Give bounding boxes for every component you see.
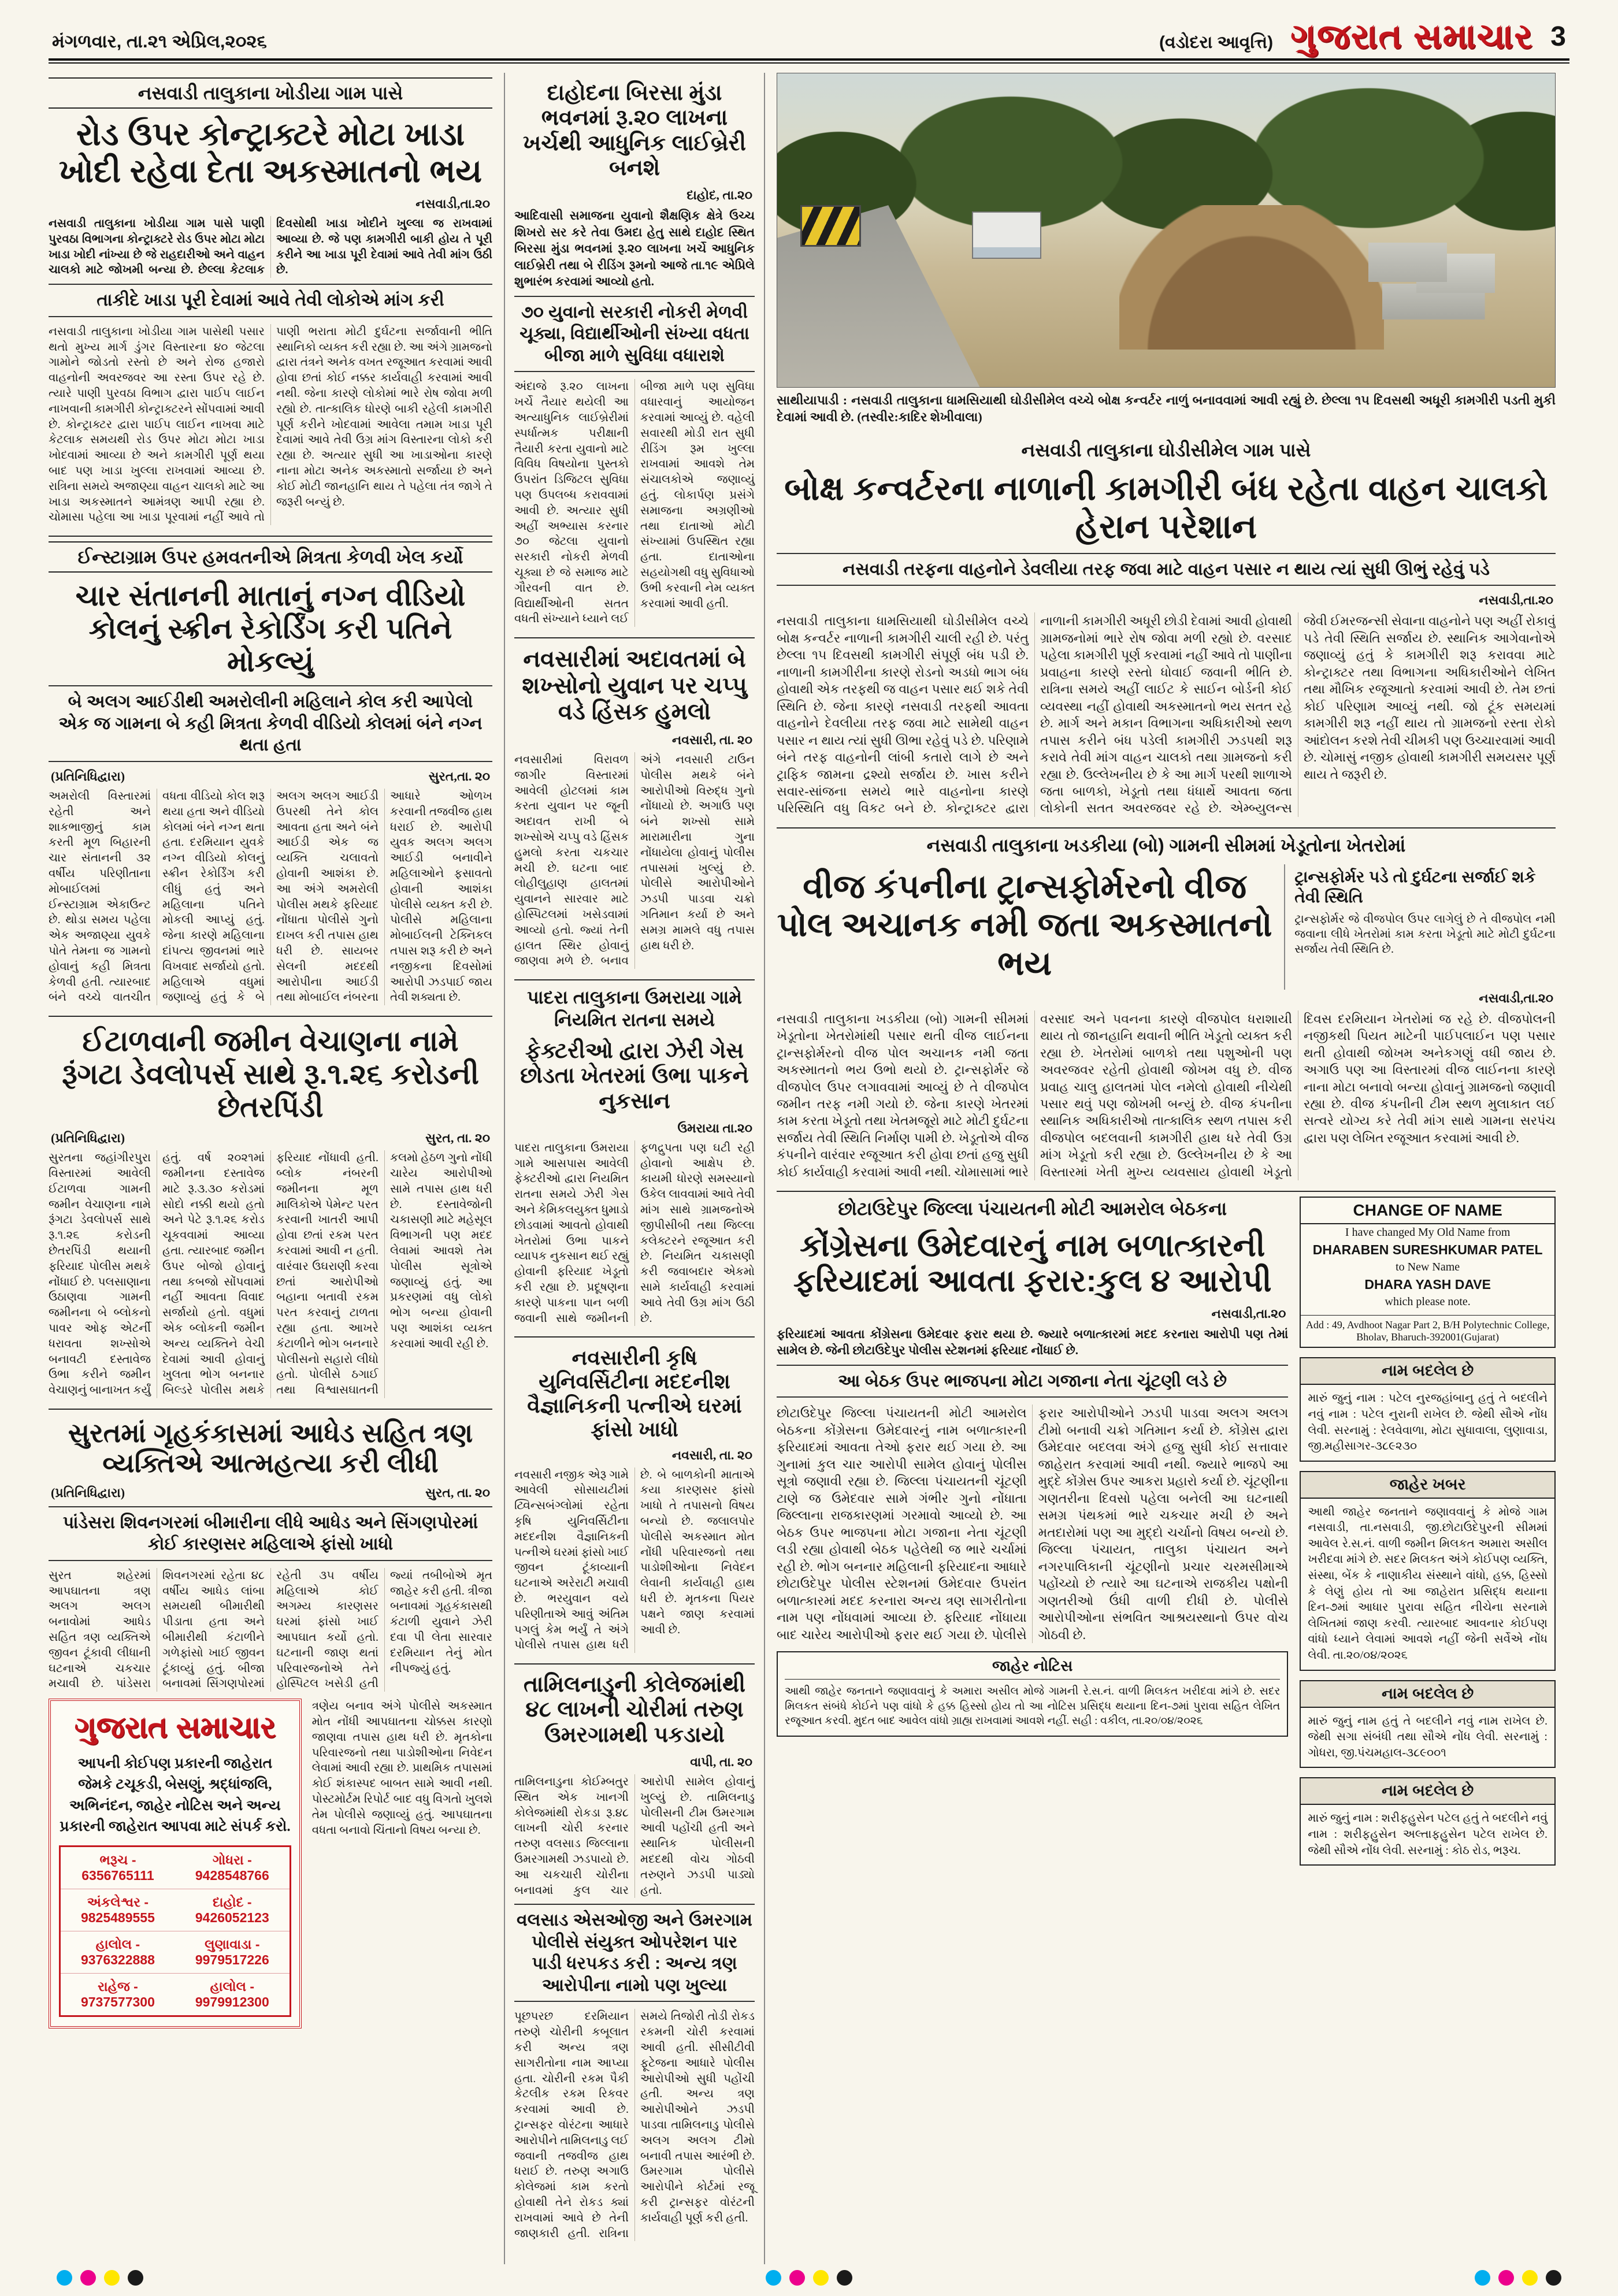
article-kicker: નસવાડી તાલુકાના ખોડીયા ગામ પાસે: [49, 77, 492, 109]
magenta-dot-icon: [80, 2270, 96, 2286]
article-box-culvert: [777, 433, 1556, 829]
article-headline: કોંગ્રેસના ઉમેદવારનું નામ બળાત્કારની ફરિયાદમાં આવતા ફરાર:કુલ ૪ આરોપી: [793, 1228, 1272, 1299]
article-headline: તામિલનાડુની કોલેજમાંથી ૪૮ લાખની ચોરીમાં તરુણ ઉમરગામથી પકડાયો: [523, 1673, 746, 1747]
article-potholes: [49, 73, 492, 537]
article-dateline: સુરત, તા. ૨૦: [425, 1131, 490, 1146]
article-lead: ફરિયાદમાં આવતા કોંગ્રેસના ઉમેદવાર ફરાર થયા છે. જ્યારે બળાત્કારમાં મદદ કરનારા આરોપી પણ તેમાં સામેલ છે. જેની છોટાઉદેપુર પોલીસ સ્ટેશનમાં ફરિયાદ નોંધાઈ છે.: [777, 1327, 1289, 1358]
article-subhead: આ બેઠક ઉપર ભાજપના મોટા ગજાના નેતા ચૂંટણી લડે છે: [777, 1365, 1288, 1398]
registration-marks: [49, 2264, 1569, 2286]
middle-column-group: [504, 73, 765, 2264]
legal-notice-body: આથી જાહેર જનતાને જણાવવાનું કે અમારા અસીલ મોજે ગામની રે.સ.નં. વાળી મિલકત ખરીદવા માંગે છે. સદર મિલકત સંબંધે કોઈને પણ વાંધો કે હક્ક હિસ્સો હોય તો આ નોટિસ પ્રસિદ્ધ થયાના દિન-૭માં પુરાવા સહિત લેખિત રજૂઆત કરવી. મુદત બાદ આવેલ વાંધો ગ્રાહ્ય રાખવામાં આવશે નહીં. સહી : વકીલ, તા.૨૦/૦૪/૨૦૨૬: [785, 1685, 1281, 1727]
article-video-call: [49, 537, 492, 1017]
article-body: પાદરા તાલુકાના ઉમરાયા ગામે આસપાસ આવેલી ફેક્ટરીઓ દ્વારા નિયમિત રાતના સમયે ઝેરી ગેસ અને કેમિકલયુક્ત ધુમાડો છોડવામાં આવતો હોવાથી ખેતરોમાં ઉભા પાકને વ્યાપક નુકસાન થઈ રહ્યું હોવાની ફરિયાદ ખેડૂતો કરી રહ્યા છે. પ્રદૂષણના કારણે પાકના પાન બળી જવાની સાથે જમીનની ફળદ્રુપતા પણ ઘટી રહી હોવાનો આક્ષેપ છે. કાયમી ધોરણે સમસ્યાનો ઉકેલ લાવવામાં આવે તેવી માંગ સાથે ગ્રામજનોએ જીપીસીબી તથા જિલ્લા કલેક્ટરને રજૂઆત કરી છે. નિયમિત ચકાસણી કરી જવાબદાર એકમો સામે કાર્યવાહી કરવામાં આવે તેવી ઉગ્ર માંગ ઉઠી છે.: [514, 1141, 755, 1325]
gujarat-samachar-ad: [49, 1699, 302, 2028]
yellow-dot-icon: [104, 2270, 120, 2286]
article-kicker: નસવાડી તાલુકાના ઘોડીસીમેલ ગામ પાસે: [1021, 440, 1311, 461]
cyan-dot-icon: [766, 2270, 781, 2286]
article-knife-attack: [514, 638, 755, 980]
article-headline: નવસારીમાં અદાવતમાં બે શખ્સોનો યુવાન પર ચપ્પુ વડે હિંસક હુમલો: [522, 647, 747, 725]
article-toxic-gas: [514, 980, 755, 1338]
article-headline: નવસારીની કૃષિ યુનિવર્સિટીના મદદનીશ વૈજ્ઞાનિકની પત્નીએ ઘરમાં ફાંસો ખાધો: [527, 1346, 742, 1441]
black-dot-icon: [837, 2270, 852, 2286]
issue-date: મંગળવાર, તા.૨૧ એપ્રિલ,૨૦૨૬: [52, 31, 267, 51]
article-scientist-wife: [514, 1338, 755, 1665]
article-dateline: દાહોદ, તા.૨૦: [686, 188, 752, 203]
article-library: [514, 73, 755, 638]
ad-phone: ગોધરા - 9428548766: [175, 1847, 290, 1889]
left-bottom-row: [49, 1699, 492, 2028]
article-body-continued: પૂછપરછ દરમિયાન તરુણે ચોરીની કબૂલાત કરી અન્ય ત્રણ સાગરીતોના નામ આપ્યા હતા. ચોરીની રકમ પૈકી કેટલીક રકમ રિકવર કરવામાં આવી છે. ટ્રાન્સફર વોરંટના આધારે આરોપીને તામિલનાડુ લઈ જવાની તજવીજ હાથ ધરાઈ છે. તરુણ અગાઉ કોલેજમાં કામ કરતો હોવાથી તેને રોકડ ક્યાં રાખવામાં આવે છે તેની જાણકારી હતી. રાત્રિના સમયે તિજોરી તોડી રોકડ રકમની ચોરી કરવામાં આવી હતી. સીસીટીવી ફૂટેજના આધારે પોલીસ આરોપીઓ સુધી પહોંચી હતી. અન્ય ત્રણ આરોપીઓને ઝડપી પાડવા તામિલનાડુ પોલીસે અલગ અલગ ટીમો બનાવી તપાસ આરંભી છે. ઉમરગામ પોલીસે આરોપીને કોર્ટમાં રજૂ કરી ટ્રાન્સફર વોરંટની કાર્યવાહી પૂર્ણ કરી હતી.: [514, 2010, 755, 2240]
news-photo: [777, 73, 1556, 388]
notice-title: નામ બદલેલ છે: [1301, 1681, 1554, 1708]
change-of-name-notice: [1300, 1197, 1556, 1348]
notice-title: નામ બદલેલ છે: [1301, 1778, 1554, 1805]
cyan-dot-icon: [57, 2270, 72, 2286]
article-side-note: [1284, 864, 1556, 989]
notice-title: જાહેર ખબર: [1301, 1472, 1554, 1499]
black-dot-icon: [128, 2270, 143, 2286]
article-meta: [51, 1485, 490, 1500]
article-subhead: પાંડેસરા શિવનગરમાં બીમારીના લીધે આધેડ અને સિંગણપોરમાં કોઈ કારણસર મહિલાએ ફાંસો ખાધો: [49, 1506, 492, 1561]
ad-logo: ગુજરાત સમાચાર: [74, 1711, 276, 1745]
article-subhead: ૭૦ યુવાનો સરકારી નોકરી મેળવી ચૂક્યા, વિદ્યાર્થીઓની સંખ્યા વધતા બીજા માળે સુવિધા વધારાશે: [514, 296, 755, 373]
article-kicker: પાદરા તાલુકાના ઉમરાયા ગામે નિયમિત રાતના સમયે: [527, 987, 742, 1030]
public-notice: [1300, 1471, 1556, 1671]
yellow-dot-icon: [1522, 2270, 1538, 2286]
article-body: અંદાજે રૂ.૨૦ લાખના ખર્ચે તૈયાર થયેલી આ અત્યાધુનિક લાઈબ્રેરીમાં સ્પર્ધાત્મક પરીક્ષાની તૈયારી કરતા યુવાનો માટે વિવિધ વિષયોના પુસ્તકો ઉપરાંત ડિજિટલ સુવિધા પણ ઉપલબ્ધ કરાવવામાં આવી છે. અત્યાર સુધી અહીં અભ્યાસ કરનાર ૭૦ જેટલા યુવાનો સરકારી નોકરી મેળવી ચૂક્યા છે જે સમાજ માટે ગૌરવની વાત છે. વિદ્યાર્થીઓની સતત વધતી સંખ્યાને ધ્યાને લઈ બીજા માળે પણ સુવિધા વધારવાનું આયોજન કરવામાં આવ્યું છે. વહેલી સવારથી મોડી રાત સુધી રીડિંગ રૂમ ખુલ્લા રાખવામાં આવશે તેમ સંચાલકોએ જણાવ્યું હતું. લોકાર્પણ પ્રસંગે સમાજના અગ્રણીઓ તથા દાતાઓ મોટી સંખ્યામાં ઉપસ્થિત રહ્યા હતા. દાતાઓના સહયોગથી વધુ સુવિધાઓ ઉભી કરવાની નેમ વ્યક્ત કરવામાં આવી હતી.: [514, 380, 755, 626]
article-byline: (પ્રતિનિધિદ્વારા): [51, 768, 125, 783]
left-column-group: [49, 73, 492, 2264]
article-body: નસવાડી તાલુકાના ખડકીયા (બો) ગામની સીમમાં ખેડૂતોના ખેતરોમાંથી પસાર થતી વીજ લાઈનના ટ્રાન્સફોર્મરનો વીજ પોલ અચાનક નમી જતા અકસ્માતનો ભય ઉભો થયો છે. ટ્રાન્સફોર્મર જે વીજપોલ ઉપર લગાવવામાં આવ્યું છે તે વીજપોલ જમીન તરફ નમી ગયો છે. જેના કારણે ખેતરમાં કામ કરતા ખેડૂતો તથા ખેતમજૂરો માટે મોટી દુર્ઘટના સર્જાય તેવી સ્થિતિ નિર્માણ પામી છે. ખેડૂતોએ વીજ કંપનીને વારંવાર રજૂઆત કરી હોવા છતાં હજુ સુધી કોઈ કાર્યવાહી કરવામાં આવી નથી. ચોમાસામાં ભારે વરસાદ અને પવનના કારણે વીજપોલ ધરાશાયી થાય તો જાનહાનિ થવાની ભીતિ ખેડૂતો વ્યક્ત કરી રહ્યા છે. ખેતરોમાં બાળકો તથા પશુઓની પણ અવરજવર રહેતી હોવાથી જોખમ વધુ છે. વીજ પ્રવાહ ચાલુ હાલતમાં પોલ નમેલો હોવાથી નીચેથી પસાર થવું પણ જોખમી બન્યું છે. વીજ કંપનીના સ્થાનિક અધિકારીઓ તાત્કાલિક સ્થળ તપાસ કરી વીજપોલ બદલવાની કામગીરી હાથ ધરે તેવી ઉગ્ર માંગ ખેડૂતો કરી રહ્યા છે. ઉલ્લેખનીય છે કે આ વિસ્તારમાં ખેતી મુખ્ય વ્યવસાય હોવાથી ખેડૂતો દિવસ દરમિયાન ખેતરોમાં જ રહે છે. વીજપોલની નજીકથી પિયત માટેની પાઈપલાઈન પણ પસાર થતી હોવાથી જોખમ અનેકગણું વધી જાય છે. અગાઉ પણ આ વિસ્તારમાં વીજ લાઈનના કારણે નાના મોટા બનાવો બન્યા હોવાનું ગ્રામજનો જણાવી રહ્યા છે. વીજ કંપનીની ટીમ સ્થળ મુલાકાત લઈ સત્વરે યોગ્ય કરે તેવી માંગ સાથે ગામના સરપંચ દ્વારા પણ લેખિત રજૂઆત કરવામાં આવી છે.: [777, 1011, 1556, 1179]
article-headline: ચાર સંતાનની માતાનું નગ્ન વીડિયો કોલનું સ્ક્રીન રેકોર્ડિંગ કરી પતિને મોકલ્યું: [75, 579, 466, 678]
ad-phone: હાલોલ - 9979912300: [195, 1979, 269, 2010]
article-meta: [51, 1131, 490, 1146]
article-body: નસવાડી તાલુકાના ધામસિયાથી ઘોડીસીમેલ વચ્ચે બોક્ષ કન્વર્ટર નાળાની કામગીરી ચાલી રહી છે. પરંતુ છેલ્લા ૧૫ દિવસથી કામગીરી સંપૂર્ણ બંધ પડી છે. નાળાની કામગીરીના કારણે રોડનો અડધો ભાગ બંધ હોવાથી એક તરફથી જ વાહન પસાર થઈ શકે તેવી સ્થિતિ છે. જેના કારણે નસવાડી તરફથી આવતા વાહનોને દેવલીયા તરફ જવા માટે સામેથી વાહન પસાર ન થાય ત્યાં સુધી ઊભા રહેવું પડે છે. પરિણામે બંને તરફ વાહનોની લાંબી કતારો લાગે છે અને ટ્રાફિક જામના દ્રશ્યો સર્જાય છે. ખાસ કરીને સવાર-સાંજના સમયે ભારે વાહનોના કારણે પરિસ્થિતિ વધુ વિકટ બને છે. કોન્ટ્રાક્ટર દ્વારા નાળાની કામગીરી અધૂરી છોડી દેવામાં આવી હોવાથી ગ્રામજનોમાં ભારે રોષ જોવા મળી રહ્યો છે. વરસાદ પહેલા કામગીરી પૂર્ણ કરવામાં નહીં આવે તો પાણીના પ્રવાહના કારણે રસ્તો ધોવાઈ જવાની ભીતિ છે. રાત્રિના સમયે અહીં લાઈટ કે સાઈન બોર્ડની કોઈ વ્યવસ્થા નહીં હોવાથી અકસ્માતનો ભય સતત રહે છે. માર્ગ અને મકાન વિભાગના અધિકારીઓ સ્થળ તપાસ કરીને બંધ પડેલી કામગીરી ઝડપથી શરૂ કરાવે તેવી માંગ વાહન ચાલકો તથા ગ્રામજનો કરી રહ્યા છે. ઉલ્લેખનીય છે કે આ માર્ગ પરથી શાળાએ જતા બાળકો, ખેડૂતો તથા ધંધાર્થે આવતા જતા લોકોની સતત અવરજવર રહે છે. એમ્બ્યુલન્સ જેવી ઈમરજન્સી સેવાના વાહનોને પણ અહીં રોકાવું પડે તેવી સ્થિતિ સર્જાય છે. સ્થાનિક આગેવાનોએ જણાવ્યું હતું કે કામગીરી શરૂ કરાવવા માટે કોન્ટ્રાક્ટર તથા વિભાગના અધિકારીઓને લેખિત તથા મૌખિક રજૂઆતો કરવામાં આવી છે. તેમ છતાં કોઈ પરિણામ આવ્યું નથી. જો ટૂંક સમયમાં કામગીરી શરૂ નહીં થાય તો ગ્રામજનો રસ્તા રોકો આંદોલન કરશે તેવી ચીમકી પણ ઉચ્ચારવામાં આવી છે. ચોમાસું નજીક હોવાથી કામગીરી સમયસર પૂર્ણ થાય તે જરૂરી છે.: [777, 614, 1556, 816]
ad-phone: હાલોલ - 9376322888: [61, 1931, 175, 1974]
chevron-sign-icon: [800, 205, 861, 247]
article-subhead: નસવાડી તરફના વાહનોને ડેવલીયા તરફ જવા માટે વાહન પસાર ન થાય ત્યાં સુધી ઊભું રહેવું પડે: [777, 553, 1556, 586]
article-body: સુરતના જહાંગીરપુરા વિસ્તારમાં આવેલી ઈટાળવા ગામની જમીન વેચાણના નામે રૂંગટા ડેવલોપર્સ સાથે રૂ.૧.૨૬ કરોડની છેતરપિંડી થયાની ફરિયાદ પોલીસ મથકે નોંધાઈ છે. પલસાણાના ઉઠાણવા ગામની જમીનના બે બ્લોકનો પાવર ઓફ એટર્ની ધરાવતા શખ્સોએ બનાવટી દસ્તાવેજ ઉભા કરીને જમીન વેચાણનું બાનાખત કર્યું હતું. વર્ષ ૨૦૨૧માં જમીનના દસ્તાવેજ માટે રૂ.૩.૩૦ કરોડમાં સોદો નક્કી થયો હતો અને પેટે રૂ.૧.૨૬ કરોડ ચૂકવવામાં આવ્યા હતા. ત્યારબાદ જમીન ઉપર બોજો હોવાનું તથા કબજો સોંપવામાં નહીં આવતા વિવાદ સર્જાયો હતો. વધુમાં એક બ્લોકની જમીન અન્ય વ્યક્તિને વેચી દેવામાં આવી હોવાનું ખુલતા ભોગ બનનાર બિલ્ડરે પોલીસ મથકે ફરિયાદ નોંધાવી હતી. બ્લોક નંબરની જમીનના મૂળ માલિકોએ પેમેન્ટ પરત કરવાની ખાતરી આપી હોવા છતાં રકમ પરત કરવામાં આવી ન હતી. વારંવ।ર ઉઘરાણી કરવા છતાં આરોપીઓ બહાના બતાવી રકમ પરત કરવાનું ટાળતા રહ્યા હતા. આખરે કંટાળીને ભોગ બનનારે પોલીસનો સહારો લીધો હતો. પોલીસે ઠગાઈ તથા વિશ્વાસઘાતની કલમો હેઠળ ગુનો નોંધી ચારેય આરોપીઓ સામે તપાસ હાથ ધરી છે. દસ્તાવેજોની ચકાસણી માટે મહેસૂલ વિભાગની પણ મદદ લેવામાં આવશે તેમ પોલીસ સૂત્રોએ જણાવ્યું હતું. આ પ્રકરણમાં વધુ લોકો ભોગ બન્યા હોવાની પણ આશંકા વ્યક્ત કરવામાં આવી રહી છે.: [49, 1151, 492, 1397]
article-byline: (પ્રતિનિધિદ્વારા): [51, 1485, 125, 1500]
article-lead: નસવાડી તાલુકાના ખોડીયા ગામ પાસે પાણી પુરવઠા વિભાગના કોન્ટ્રાક્ટરે રોડ ઉપર મોટા મોટા ખાડા ખોદી નાંખ્યા છે જે રાહદારીઓ અને વાહન ચાલકો માટે જોખમી બન્યા છે. છેલ્લા કેટલાક દિવસોથી ખાડા ખોદીને ખુલ્લા જ રાખવામાં આવ્યા છે. જે પણ કામગીરી બાકી હોય તે પૂરી કરીને આ ખાડા પૂરી દેવામાં આવે તેવી માંગ ઉઠી છે.: [49, 217, 492, 277]
article-dateline: નસવાડી,તા.૨૦: [415, 196, 490, 211]
old-name: DHARABEN SURESHKUMAR PATEL: [1312, 1242, 1543, 1258]
magenta-dot-icon: [789, 2270, 805, 2286]
cyan-dot-icon: [1475, 2270, 1490, 2286]
registration-mark-group: [57, 2270, 143, 2286]
article-land-fraud: [49, 1017, 492, 1410]
side-note-text: ટ્રાન્સફોર્મર જે વીજપોલ ઉપર લાગેલું છે તે વીજપોલ નમી જવાના લીધે ખેતરોમાં કામ કરતા ખેડૂતો માટે મોટી દુર્ઘટના સર્જાય તેવી સ્થિતિ છે.: [1294, 913, 1556, 956]
notice-body: મારું જુનું નામ : પટેલ નુરજહાંબાનુ હતું તે બદલીને નવું નામ : પટેલ નુરાની રાખેલ છે. જેથી સૌએ નોંધ લેવી. સરનામું : રેલવેવાળા, મોટા સુધાવાલા, લુણાવાડા, જી.મહીસાગર-૩૮૯૨૩૦: [1308, 1392, 1548, 1453]
ad-phone: અંકલેશ્વર - 9825489555: [61, 1889, 175, 1931]
name-change-notice: [1300, 1357, 1556, 1461]
page-number: 3: [1550, 21, 1566, 52]
article-dateline: નવસારી, તા. ૨૦: [671, 1447, 752, 1462]
article-headline: બોક્ષ કન્વર્ટરના નાળાની કામગીરી બંધ રહેતા વાહન ચાલકો હેરાન પરેશાન: [784, 469, 1548, 545]
right-column-group: [777, 73, 1556, 2264]
article-headline: દાહોદના બિરસા મુંડા ભવનમાં રૂ.૨૦ લાખના ખર્ચથી આધુનિક લાઈબ્રેરી બનશે: [522, 81, 747, 180]
article-body: નસવાડી તાલુકાના ખોડીયા ગામ પાસેથી પસાર થતો મુખ્ય માર્ગ ડુંગર વિસ્તારના ૪૦ જેટલા ગામોને જોડતો રસ્તો છે અને રોજ હજારો વાહનોની અવરજવર આ રસ્તા ઉપર રહે છે. ત્યારે પાણી પુરવઠા વિભાગ દ્વારા પાઈપ લાઈન નાખવાની કામગીરી કોન્ટ્રાક્ટરને સોંપવામાં આવી છે. કોન્ટ્રાક્ટર દ્વારા પાઈપ લાઈન નાખવા માટે કેટલાક સમયથી રોડ ઉપર મોટા મોટા ખાડા ખોદવામાં આવ્યા છે અને કામગીરી પૂર્ણ થયા બાદ પણ ખાડા ખુલ્લા રાખવામાં આવ્યા છે. રાત્રિના સમયે અજાણ્યા વાહન ચાલકો માટે આ ખાડા અકસ્માતને આમંત્રણ આપી રહ્યા છે. ચોમાસા પહેલા આ ખાડા પૂરવામાં નહીં આવે તો પાણી ભરાતા મોટી દુર્ઘટના સર્જાવાની ભીતિ સ્થાનિકો વ્યક્ત કરી રહ્યા છે. આ અંગે ગ્રામજનો દ્વારા તંત્રને અનેક વખત રજૂઆત કરવામાં આવી હોવા છતાં કોઈ નક્કર કાર્યવાહી કરવામાં આવી નથી. જેના કારણે લોકોમાં ભારે રોષ જોવા મળી રહ્યો છે. તાત્કાલિક ધોરણે બાકી રહેલી કામગીરી પૂર્ણ કરીને ખોદવામાં આવેલા તમામ ખાડા પૂરી દેવામાં આવે તેવી ઉગ્ર માંગ વિસ્તારના લોકો કરી રહ્યા છે. અત્યાર સુધી આ ખાડાઓના કારણે નાના મોટા અનેક અકસ્માતો સર્જાયા છે અને કોઈ મોટી જાનહાનિ થાય તે પહેલા તંત્ર જાગે તે જરૂરી બન્યું છે.: [49, 325, 492, 524]
article-headline: વીજ કંપનીના ટ્રાન્સફોર્મરનો વીજ પોલ અચાનક નમી જતા અકસ્માતનો ભય: [777, 868, 1272, 982]
article-kicker: છોટાઉદેપુર જિલ્લા પંચાયતની મોટી આમરોલ બેઠકના: [838, 1198, 1227, 1220]
notice-title: નામ બદલેલ છે: [1301, 1358, 1554, 1385]
article-dateline: સુરત, તા. ૨૦: [425, 1485, 490, 1500]
header-right: [1159, 17, 1566, 55]
notice-body: મારું જુનું નામ : શરીફહુસેન પટેલ હતું તે બદલીને નવું નામ : શરીફહુસેન અલ્તાફહુસેન પટેલ રાખેલ છે. જેથી સૌએ નોંધ લેવી. સરનામું : કોઠ રોડ, ભરૂચ.: [1308, 1812, 1548, 1857]
new-name: DHARA YASH DAVE: [1364, 1277, 1491, 1292]
ad-phone: દાહોદ - 9426052123: [175, 1889, 290, 1931]
photo-concrete-blocks: [1368, 243, 1539, 337]
news-photo-block: [777, 73, 1556, 425]
bottom-right-area: [777, 1192, 1556, 1875]
notice-body: મારું જુનું નામ હતું તે બદલીને નવું નામ રાખેલ છે. જેથી સગા સંબંધી તથા સૌએ નોંધ લેવી. સરનામું : ગોધરા, જી.પંચમહાલ-૩૮૯૦૦૧: [1308, 1714, 1548, 1759]
photo-truck: [972, 211, 1041, 259]
page-header: [49, 17, 1569, 58]
article-headline: સુરતમાં ગૃહકંકાસમાં આધેડ સહિત ત્રણ વ્યક્તિએ આત્મહત્યા કરી લીધી: [68, 1417, 473, 1478]
article-byline: (પ્રતિનિધિદ્વારા): [51, 1131, 125, 1146]
ad-phone: ભરૂચ - 6356765111: [61, 1847, 175, 1889]
article-headline: ઈટાળવાની જમીન વેચાણના નામે રૂંગટા ડેવલોપર્સ સાથે રૂ.૧.૨૬ કરોડની છેતરપિંડી: [62, 1025, 479, 1124]
article-subhead: તાકીદે ખાડા પૂરી દેવામાં આવે તેવી લોકોએ માંગ કરી: [49, 284, 492, 317]
article-dateline: નસવાડી,તા.૨૦: [1479, 593, 1553, 608]
notice-line: to New Name: [1396, 1261, 1460, 1274]
article-power-pole: [777, 829, 1556, 1192]
notice-line: which please note.: [1385, 1295, 1471, 1309]
article-dateline: નસવાડી,તા.૨૦: [1211, 1306, 1286, 1321]
headline-row: [777, 864, 1556, 989]
notice-address: Add : 49, Avdhoot Nagar Part 2, B/H Polytechnic College, Bholav, Bharuch-392001(Gujarat): [1301, 1315, 1554, 1347]
notice-line: I have changed My Old Name from: [1345, 1226, 1511, 1239]
article-meta: [51, 769, 490, 784]
page-content: [49, 64, 1569, 2264]
article-kicker: ઈન્સ્ટાગ્રામ ઉપર હમવતનીએ મિત્રતા કેળવી ખેલ કર્યો: [49, 541, 492, 573]
article-dateline: નવસારી, તા. ૨૦: [671, 733, 752, 748]
article-body: સુરત શહેરમાં આપઘાતના ત્રણ અલગ અલગ બનાવોમાં આધેડ સહિત ત્રણ વ્યક્તિએ જીવન ટૂંકાવી લીધાની ઘટનાએ ચકચાર મચાવી છે. પાંડેસરા શિવનગરમાં રહેતા ૪૮ વર્ષીય આધેડ લાંબા સમયથી બીમારીથી પીડાતા હતા અને બીમારીથી કંટાળીને ગળેફાંસો ખાઈ જીવન ટૂંકાવ્યું હતું. બીજા બનાવમાં સિંગણપોરમાં રહેતી ૩૫ વર્ષીય મહિલાએ કોઈ અગમ્ય કારણસર ઘરમાં ફાંસો ખાઈ આપઘાત કર્યો હતો. ઘટનાની જાણ થતાં પરિવારજનોએ તેને હોસ્પિટલ ખસેડી હતી જ્યાં તબીબોએ મૃત જાહેર કરી હતી. ત્રીજા બનાવમાં ગૃહકંકાસથી કંટાળી યુવાને ઝેરી દવા પી લેતા સારવાર દરમિયાન તેનું મોત નીપજ્યું હતું.: [49, 1569, 492, 1691]
article-subhead: વલસાડ એસઓજી અને ઉમરગામ પોલીસે સંયુક્ત ઓપરેશન પાર પાડી ધરપકડ કરી : અન્ય ત્રણ આરોપીના નામો પણ ખુલ્યા: [514, 1904, 755, 2002]
legal-notice-box: [777, 1651, 1288, 1737]
notices-rail: [1300, 1197, 1556, 1875]
article-headline: રોડ ઉપર કોન્ટ્રાક્ટરે મોટા ખાડા ખોદી રહેવા દેતા અકસ્માતનો ભય: [58, 116, 483, 190]
registration-mark-group: [766, 2270, 852, 2286]
name-change-notice: [1300, 1680, 1556, 1769]
article-body: છોટાઉદેપુર જિલ્લા પંચાયતની મોટી આમરોલ બેઠકના કોંગ્રેસના ઉમેદવારનું નામ બળાત્કારની ફરિયાદમાં આવતા તેઓ ફરાર થઈ ગયા છે. આ ગુનામાં કુલ ચાર આરોપી સામેલ હોવાનું પોલીસ સૂત્રો જણાવી રહ્યા છે. જિલ્લા પંચાયતની ચૂંટણી ટાણે જ ઉમેદવાર સામે ગંભીર ગુનો નોંધાતા જિલ્લાના રાજકારણમાં ગરમાવો આવ્યો છે. આ બેઠક ઉપર ભાજપના મોટા ગજાના નેતા ચૂંટણી લડી રહ્યા હોવાથી બેઠક પહેલેથી જ ભારે ચર્ચામાં રહી છે. ભોગ બનનાર મહિલાની ફરિયાદના આધારે છોટાઉદેપુર પોલીસ સ્ટેશનમાં ઉમેદવાર ઉપરાંત બળાત્કારમાં મદદ કરનારા અન્ય ત્રણ સાગરીતોના નામ પણ નોંધવામાં આવ્યા છે. ફરિયાદ નોંધાયા બાદ ચારેય આરોપીઓ ફરાર થઈ ગયા છે. પોલીસે ફરાર આરોપીઓને ઝડપી પાડવા અલગ અલગ ટીમો બનાવી ચક્રો ગતિમાન કર્યા છે. કોંગ્રેસ દ્વારા ઉમેદવાર બદલવા અંગે હજુ સુધી કોઈ સત્તાવાર જાહેરાત કરવામાં આવી નથી. જ્યારે ભાજપે આ મુદ્દે કોંગ્રેસ ઉપર આકરા પ્રહારો કર્યા છે. ચૂંટણીના ગણતરીના દિવસો પહેલા બનેલી આ ઘટનાથી સમગ્ર પંથકમાં ભારે ચકચાર મચી છે અને મતદારોમાં પણ આ મુદ્દો ચર્ચાનો વિષય બન્યો છે. જિલ્લા પંચાયત, તાલુકા પંચાયત અને નગરપાલિકાની ચૂંટણીનો પ્રચાર ચરમસીમાએ પહોંચ્યો છે ત્યારે આ ઘટનાએ રાજકીય પક્ષોની ગણતરીઓ ઉંધી વાળી દીધી છે. પોલીસે આરોપીઓના સંભવિત આશ્રયસ્થાનો ઉપર વોચ ગોઠવી છે.: [777, 1406, 1289, 1642]
side-note-title: ટ્રાન્સફોર્મર પડે તો દુર્ઘટના સર્જાઈ શકે તેવી સ્થિતિ: [1294, 868, 1536, 906]
ad-text: આપની કોઈપણ પ્રકારની જાહેરાત જેમકે ટચૂકડી, બેસણું, શ્રદ્ધાંજલિ, અભિનંદન, જાહેર નોટિસ અને અન્ય પ્રકારની જાહેરાત આપવા માટે સંપર્ક કરો.: [60, 1756, 291, 1834]
ad-phone: લુણાવાડા - 9979517226: [175, 1931, 290, 1974]
name-change-notice: [1300, 1777, 1556, 1866]
article-body-continued: ત્રણેય બનાવ અંગે પોલીસે અકસ્માત મોત નોંધી આપઘાતના ચોક્કસ કારણો જાણવા તપાસ હાથ ધરી છે. મૃતકોના પરિવારજનો તથા પાડોશીઓના નિવેદન લેવામાં આવી રહ્યા છે. પ્રાથમિક તપાસમાં કોઈ શંકાસ્પદ બાબત સામે આવી નથી. પોસ્ટમોર્ટમ રિપોર્ટ બાદ વધુ વિગતો ખુલશે તેમ પોલીસે જણાવ્યું હતું. આપઘાતના વધતા બનાવો ચિંતાનો વિષય બન્યા છે.: [311, 1700, 492, 1837]
article-headline: ફેક્ટરીઓ દ્વારા ઝેરી ગેસ છોડતા ખેતરમાં ઉભા પાકને નુકસાન: [520, 1038, 749, 1113]
article-body: નવસારી નજીક એરૂ ગામે આવેલી સોસાયટીમાં ટ્વિન્સબંગ્લોમાં રહેતા કૃષિ યુનિવર્સિટીના મદદનીશ વૈજ્ઞાનિકની પત્નીએ ઘરમાં ફાંસો ખાઈ જીવન ટૂંકાવ્યાની ઘટનાએ અરેરાટી મચાવી છે. ભરયુવાન વયે પરિણીતાએ આવું અંતિમ પગલું કેમ ભર્યું તે અંગે પોલીસે તપાસ હાથ ધરી છે. બે બાળકોની માતાએ કયા કારણસર ફાંસો ખાધો તે તપાસનો વિષય બન્યો છે. જલાલપોર પોલીસે અકસ્માત મોત નોંધી પરિવારજનો તથા પાડોશીઓના નિવેદન લેવાની કાર્યવાહી હાથ ધરી છે. મૃતકના પિયર પક્ષને જાણ કરવામાં આવી છે.: [514, 1468, 755, 1652]
article-kicker: નસવાડી તાલુકાના ખડકીયા (બો) ગામની સીમમાં ખેડૂતોના ખેતરોમાં: [926, 834, 1406, 856]
registration-mark-group: [1475, 2270, 1561, 2286]
ad-phone-list: [59, 1845, 291, 2017]
article-body: અમરોલી વિસ્તારમાં રહેતી અને શાકભાજીનું કામ કરતી મૂળ બિહારની ચાર સંતાનની ૩૨ વર્ષીય પરિણીતાના મોબાઈલમાં ઈન્સ્ટાગ્રામ એકાઉન્ટ છે. થોડા સમય પહેલા એક અજાણ્યા યુવકે પોતે તેમના જ ગામનો હોવાનું કહી મિત્રતા કેળવી હતી. ત્યારબાદ બંને વચ્ચે વાતચીત વધતા વીડિયો કોલ શરૂ થયા હતા અને વીડિયો કોલમાં બંને નગ્ન થતા હતા. દરમિયાન યુવકે નગ્ન વીડિયો કોલનું સ્ક્રીન રેકોર્ડિંગ કરી લીધું હતું અને મહિલાના પતિને મોકલી આપ્યું હતું. જેના કારણે મહિલાના દાંપત્ય જીવનમાં ભારે વિખવાદ સર્જાયો હતો. મહિલાએ વધુમાં જણાવ્યું હતું કે બે અલગ અલગ આઈડી ઉપરથી તેને કોલ આવતા હતા અને બંને આઈડી એક જ વ્યક્તિ ચલાવતો હોવાની આશંકા છે. આ અંગે અમરોલી પોલીસ મથકે ફરિયાદ નોંધાતા પોલીસે ગુનો દાખલ કરી તપાસ હાથ ધરી છે. સાયબર સેલની મદદથી આરોપીના આઈડી તથા મોબાઈલ નંબરના આધારે ઓળખ કરવાની તજવીજ હાથ ધરાઈ છે. આરોપી યુવક અલગ અલગ આઈડી બનાવીને મહિલાઓને ફસાવતો હોવાની આશંકા પોલીસે વ્યક્ત કરી છે. પોલીસે મહિલાના મોબાઈલની ટેક્નિકલ તપાસ શરૂ કરી છે અને નજીકના દિવસોમાં આરોપી ઝડપાઈ જાય તેવી શક્યતા છે.: [49, 789, 492, 1004]
article-dateline: વાપી, તા. ૨૦: [690, 1755, 752, 1770]
magenta-dot-icon: [1498, 2270, 1514, 2286]
notice-body: આથી જાહેર જનતાને જણાવવાનું કે મોજે ગામ નસવાડી, તા.નસવાડી, જી.છોટાઉદેપુરની સીમમાં આવેલ રે.સ.નં. વાળી જમીન મિલકત અમારા અસીલ ખરીદવા માંગે છે. સદર મિલકત અંગે કોઈપણ વ્યક્તિ, સંસ્થા, બેંક કે નાણાકીય સંસ્થાને વાંધો, હક્ક, હિસ્સો કે લેણું હોય તો આ જાહેરાત પ્રસિદ્ધ થયાના દિન-૭માં આધાર પુરાવા સહિત નીચેના સરનામે લેખિતમાં જાણ કરવી. ત્યારબાદ આવનાર કોઈપણ વાંધો ધ્યાને લેવામાં આવશે નહીં જેની સર્વેએ નોંધ લેવી. તા.૨૦/૦૪/૨૦૨૬: [1308, 1505, 1548, 1662]
article-lead: આદિવાસી સમાજના યુવાનો શૈક્ષણિક ક્ષેત્રે ઉચ્ચ શિખરો સર કરે તેવા ઉમદા હેતુ સાથે દાહોદ સ્થિત બિરસા મુંડા ભવનમાં રૂ.૨૦ લાખના ખર્ચે આધુનિક લાઈબ્રેરી તથા બે રીડિંગ રૂમનો આજે તા.૧૯ એપ્રિલે શુભારંભ કરવામાં આવ્યો હતો.: [514, 209, 755, 289]
article-body: તામિલનાડુના કોઈમ્બતુર સ્થિત એક ખાનગી કોલેજમાંથી રોકડા રૂ.૪૮ લાખની ચોરી કરનાર તરુણ વલસાડ જિલ્લાના ઉમરગામથી ઝડપાયો છે. આ ચકચારી ચોરીના બનાવમાં કુલ ચાર આરોપી સામેલ હોવાનું ખુલ્યું છે. તામિલનાડુ પોલીસની ટીમ ઉમરગામ આવી પહોંચી હતી અને સ્થાનિક પોલીસની મદદથી વોચ ગોઠવી તરુણને ઝડપી પાડ્યો હતો.: [514, 1775, 755, 1897]
black-dot-icon: [1546, 2270, 1561, 2286]
article-congress-candidate: [777, 1197, 1288, 1875]
photo-caption: સાથીયાપાડી : નસવાડી તાલુકાના ધામસિયાથી ઘોડીસીમેલ વચ્ચે બોક્ષ કન્વર્ટર નાળું બનાવવામાં આવી રહ્યું છે. છેલ્લા ૧૫ દિવસથી અધૂરી કામગીરી પડતી મુકી દેવામાં આવી છે. (તસ્વીર:કાદિર શેખીવાલા): [777, 393, 1556, 424]
edition-label: (વડોદરા આવૃત્તિ): [1159, 33, 1274, 52]
ad-phone: રાહેજ - 9737577300: [80, 1979, 155, 2010]
article-dateline: ઉમરાયા તા.૨૦: [677, 1120, 752, 1135]
article-dateline: નસવાડી,તા.૨૦: [1479, 990, 1553, 1005]
yellow-dot-icon: [813, 2270, 829, 2286]
article-college-theft: [514, 1665, 755, 2252]
article-suicides: [49, 1410, 492, 2039]
legal-notice-title: જાહેર નોટિસ: [785, 1657, 1280, 1680]
article-subhead: બે અલગ આઈડીથી અમરોલીની મહિલાને કોલ કરી આપેલો એક જ ગામના બે કહી મિત્રતા કેળવી વીડિયો કોલમાં બંને નગ્ન થતા હતા: [49, 685, 492, 762]
masthead-logo: ગુજરાત સમાચાર: [1290, 17, 1534, 55]
header-rule: [49, 58, 1569, 64]
article-body: નવસારીમાં વિરાવળ જાગીર વિસ્તારમાં આવેલી હોટલમાં કામ કરતા યુવાન પર જૂની અદાવત રાખી બે શખ્સોએ ચપ્પુ વડે હિંસક હુમલો કરતા ચકચાર મચી છે. ઘટના બાદ લોહીલુહાણ હાલતમાં યુવાનને સારવાર માટે હોસ્પિટલમાં ખસેડવામાં આવ્યો હતો. જ્યાં તેની હાલત સ્થિર હોવાનું જાણવા મળે છે. બનાવ અંગે નવસારી ટાઉન પોલીસ મથકે બંને આરોપીઓ વિરુદ્ધ ગુનો નોંધાયો છે. અગાઉ પણ બંને શખ્સો સામે મારામારીના ગુના નોંધાયેલા હોવાનું પોલીસ તપાસમાં ખુલ્યું છે. પોલીસે આરોપીઓને ઝડપી પાડવા ચક્રો ગતિમાન કર્યા છે અને સમગ્ર મામલે વધુ તપાસ હાથ ધરી છે.: [514, 753, 755, 968]
article-dateline: સુરત,તા. ૨૦: [428, 768, 490, 783]
photo-dirt-mound: [1119, 205, 1384, 350]
notice-title: CHANGE OF NAME: [1301, 1198, 1554, 1224]
